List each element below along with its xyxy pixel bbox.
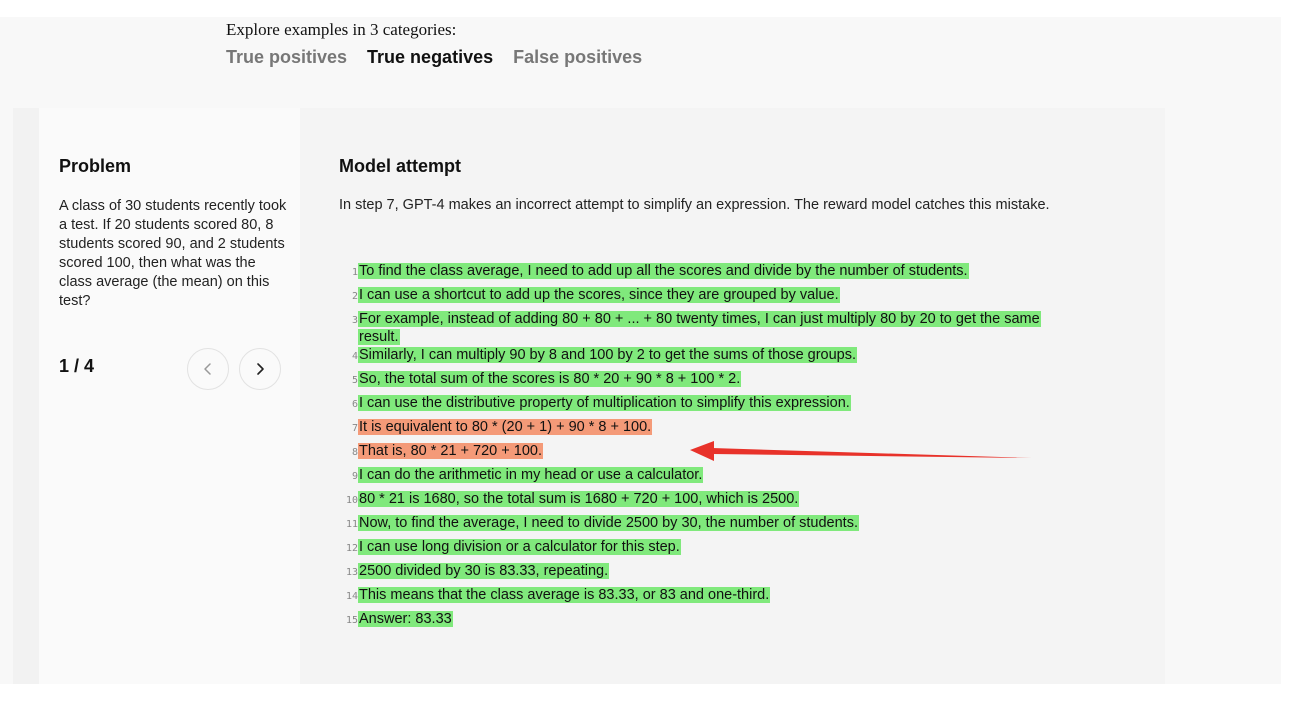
- step-text: [358, 286, 840, 304]
- solution-step: [336, 610, 1076, 634]
- step-highlight: To find the class average, I need to add up all the scores and divide by the number of students.: [359, 263, 968, 279]
- step-highlight: I can use the distributive property of multiplication to simplify this expression.: [359, 395, 850, 411]
- solution-step: [336, 490, 1076, 514]
- step-number: 13: [345, 567, 358, 578]
- step-highlight: Answer: 83.33: [359, 611, 452, 627]
- attempt-description: In step 7, GPT-4 makes an incorrect attempt to simplify an expression. The reward model catches this mistake.: [339, 197, 1050, 213]
- step-highlight: So, the total sum of the scores is 80 * 20 + 90 * 8 + 100 * 2.: [359, 371, 741, 387]
- chevron-right-icon: [253, 362, 267, 376]
- step-text: [358, 346, 857, 364]
- solution-step: [336, 466, 1076, 490]
- step-text: [358, 610, 453, 628]
- category-tabs: [226, 47, 642, 68]
- step-text: [358, 310, 1076, 346]
- step-text: [358, 586, 770, 604]
- step-number: 3: [351, 315, 358, 326]
- step-number: 6: [351, 399, 358, 410]
- problem-text: A class of 30 students recently took a test. If 20 students scored 80, 8 students scored 90, and 2 students scored 100, then what was the class average (the mean) on this test?: [59, 198, 287, 309]
- step-highlight: 2500 divided by 30 is 83.33, repeating.: [359, 563, 609, 579]
- step-highlight: For example, instead of adding 80 + 80 + ... + 80 twenty times, I can just multiply 80 by 20 to get the same result.: [359, 311, 1040, 345]
- step-highlight: I can do the arithmetic in my head or use a calculator.: [359, 467, 703, 483]
- card-edge: [13, 108, 39, 684]
- step-text: [358, 442, 543, 460]
- solution-step: [336, 262, 1076, 286]
- problem-title: Problem: [59, 156, 132, 176]
- step-number: 12: [345, 543, 358, 554]
- tab-true-positives[interactable]: True positives: [226, 47, 348, 67]
- next-button[interactable]: [239, 348, 281, 390]
- solution-step: [336, 286, 1076, 310]
- step-number: 8: [351, 447, 358, 458]
- step-number: 11: [345, 519, 358, 530]
- step-text: [358, 490, 799, 508]
- solution-step: [336, 586, 1076, 610]
- solution-step: [336, 310, 1076, 346]
- step-number: 7: [351, 423, 358, 434]
- solution-step: [336, 346, 1076, 370]
- solution-step: [336, 514, 1076, 538]
- solution-step: [336, 538, 1076, 562]
- step-highlight: That is, 80 * 21 + 720 + 100.: [359, 443, 542, 459]
- step-text: [358, 262, 969, 280]
- step-number: 15: [345, 615, 358, 626]
- step-text: [358, 514, 859, 532]
- step-highlight: I can use long division or a calculator for this step.: [359, 539, 680, 555]
- step-number: 2: [351, 291, 358, 302]
- problem-panel: [39, 108, 300, 684]
- previous-button[interactable]: [187, 348, 229, 390]
- step-number: 9: [351, 471, 358, 482]
- tab-false-positives[interactable]: False positives: [513, 47, 643, 67]
- model-attempt-panel: [300, 108, 1165, 684]
- step-number: 5: [351, 375, 358, 386]
- solution-step: [336, 370, 1076, 394]
- step-highlight: It is equivalent to 80 * (20 + 1) + 90 * 8 + 100.: [359, 419, 652, 435]
- page-indicator: 1 / 4: [59, 356, 95, 376]
- tab-true-negatives[interactable]: True negatives: [367, 47, 494, 67]
- solution-steps: [336, 262, 1076, 634]
- step-number: 14: [345, 591, 358, 602]
- solution-step: [336, 394, 1076, 418]
- step-text: [358, 394, 851, 412]
- step-text: [358, 562, 609, 580]
- step-number: 1: [351, 267, 358, 278]
- step-text: [358, 466, 703, 484]
- step-number: 4: [351, 351, 358, 362]
- step-highlight: This means that the class average is 83.33, or 83 and one-third.: [359, 587, 770, 603]
- categories-intro: Explore examples in 3 categories:: [226, 20, 457, 39]
- chevron-left-icon: [201, 362, 215, 376]
- solution-step: [336, 442, 1076, 466]
- solution-step: [336, 562, 1076, 586]
- step-highlight: 80 * 21 is 1680, so the total sum is 1680 + 720 + 100, which is 2500.: [359, 491, 799, 507]
- step-number: 10: [345, 495, 358, 506]
- attempt-title: Model attempt: [339, 156, 462, 176]
- step-highlight: Now, to find the average, I need to divide 2500 by 30, the number of students.: [359, 515, 858, 531]
- step-highlight: Similarly, I can multiply 90 by 8 and 100 by 2 to get the sums of those groups.: [359, 347, 857, 363]
- step-text: [358, 370, 741, 388]
- step-highlight: I can use a shortcut to add up the scores, since they are grouped by value.: [359, 287, 839, 303]
- step-text: [358, 418, 652, 436]
- step-text: [358, 538, 681, 556]
- solution-step: [336, 418, 1076, 442]
